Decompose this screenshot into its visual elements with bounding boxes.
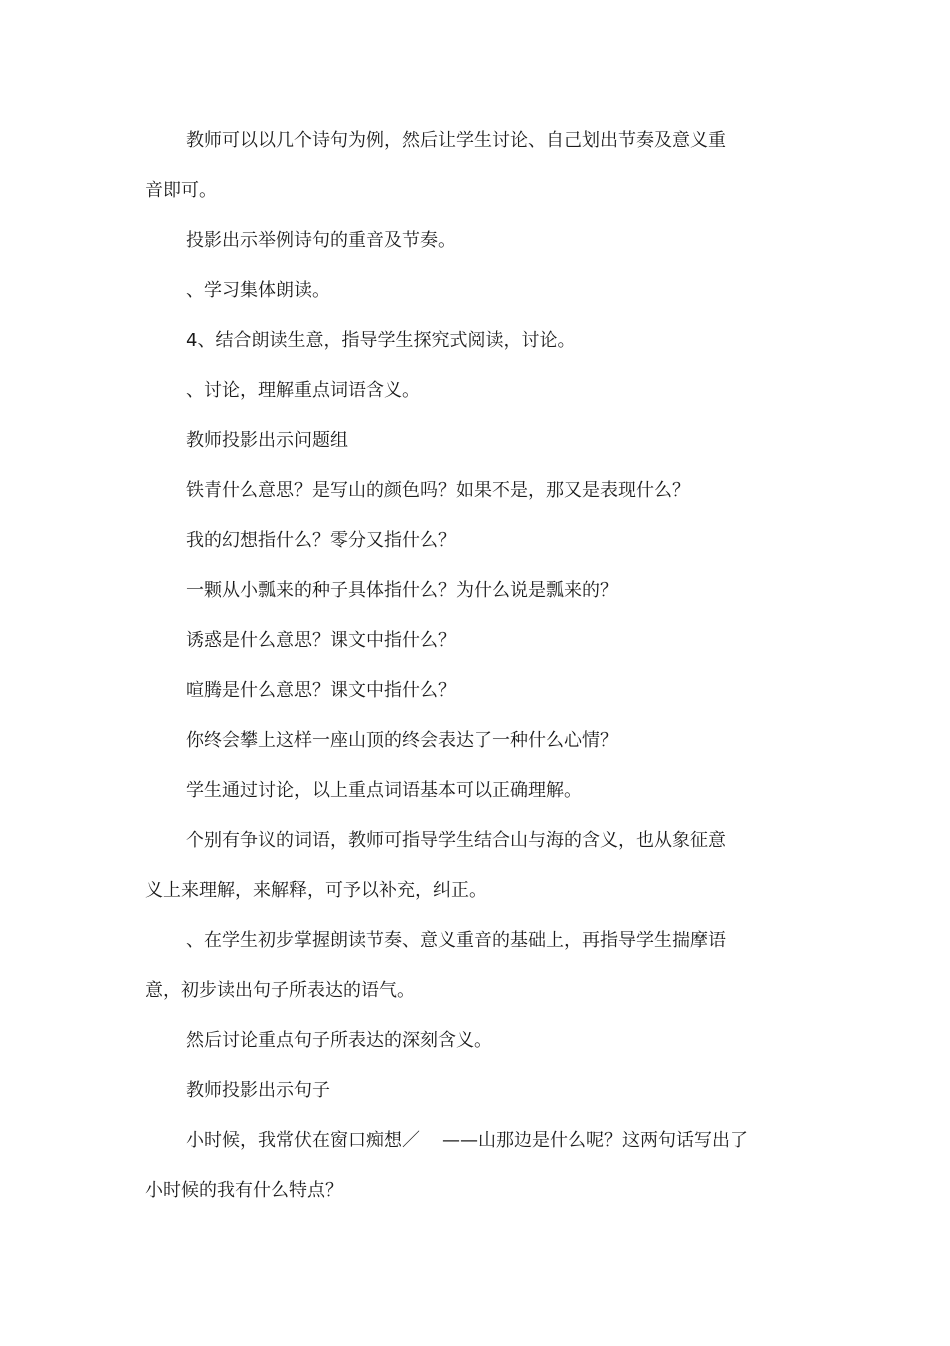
paragraph-line: 你终会攀上这样一座山顶的终会表达了一种什么心情？ <box>186 730 618 751</box>
paragraph-line: 铁青什么意思？是写山的颜色吗？如果不是，那又是表现什么？ <box>186 480 690 501</box>
paragraph-segment: 小时候，我常伏在窗口痴想／ <box>186 1130 420 1151</box>
paragraph-line: 诱惑是什么意思？课文中指什么？ <box>186 630 456 651</box>
paragraph-line: 、在学生初步掌握朗读节奏、意义重音的基础上，再指导学生揣摩语 <box>186 930 726 951</box>
document-body <box>145 116 785 1216</box>
paragraph-line: 学生通过讨论，以上重点词语基本可以正确理解。 <box>186 780 582 801</box>
paragraph-line: 然后讨论重点句子所表达的深刻含义。 <box>186 1030 492 1051</box>
paragraph-line <box>145 1116 785 1166</box>
paragraph-line: 音即可。 <box>145 180 217 201</box>
paragraph-line: 意，初步读出句子所表达的语气。 <box>145 980 415 1001</box>
paragraph-line: 一颗从小瓢来的种子具体指什么？为什么说是瓢来的？ <box>186 580 618 601</box>
paragraph-line: 小时候的我有什么特点？ <box>145 1180 343 1201</box>
paragraph-segment: ——山那边是什么呢？这两句话写出了 <box>442 1130 748 1151</box>
paragraph-line: 教师可以以几个诗句为例，然后让学生讨论、自己划出节奏及意义重 <box>186 130 726 151</box>
paragraph-line: 、学习集体朗读。 <box>186 280 330 301</box>
paragraph-line: 教师投影出示句子 <box>186 1080 330 1101</box>
paragraph-line: 个别有争议的词语，教师可指导学生结合山与海的含义，也从象征意 <box>186 830 726 851</box>
paragraph-line: 教师投影出示问题组 <box>186 430 348 451</box>
paragraph-line: 我的幻想指什么？零分又指什么？ <box>186 530 456 551</box>
paragraph-line: 喧腾是什么意思？课文中指什么？ <box>186 680 456 701</box>
paragraph-line: 义上来理解，来解释，可予以补充，纠正。 <box>145 880 487 901</box>
paragraph-line: 4、结合朗读生意，指导学生探究式阅读，讨论。 <box>186 330 576 351</box>
paragraph-line: 投影出示举例诗句的重音及节奏。 <box>186 230 456 251</box>
paragraph-line: 、讨论，理解重点词语含义。 <box>186 380 420 401</box>
